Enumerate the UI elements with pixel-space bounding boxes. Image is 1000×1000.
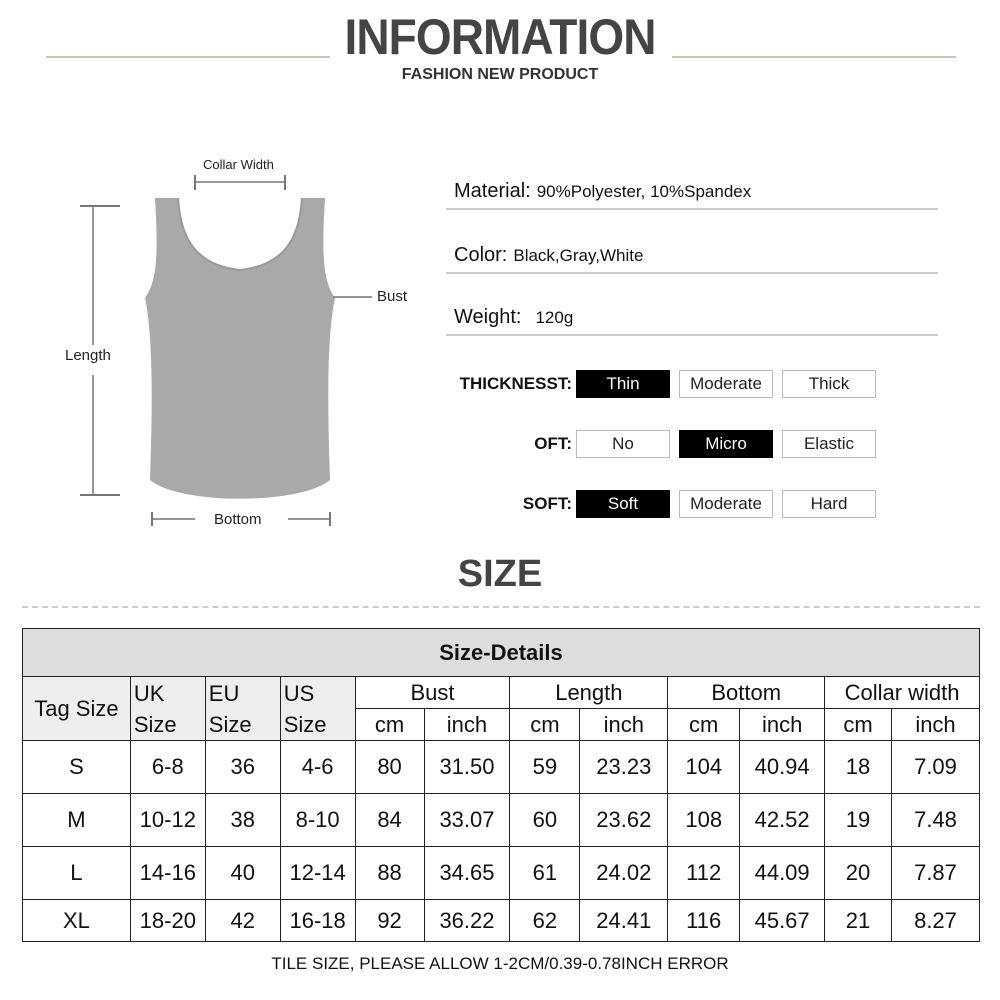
header-collar-width: Collar width bbox=[825, 677, 980, 709]
weight-label: Weight: bbox=[454, 306, 522, 328]
page-subtitle: FASHION NEW PRODUCT bbox=[401, 66, 599, 83]
soft-label: SOFT: bbox=[522, 494, 572, 513]
color-row bbox=[446, 244, 938, 274]
table-cell: 31.50 bbox=[424, 741, 510, 794]
header-tag-size: Tag Size bbox=[23, 677, 131, 741]
table-cell: 12-14 bbox=[280, 847, 355, 900]
table-cell: 88 bbox=[355, 847, 424, 900]
table-cell: 24.41 bbox=[580, 900, 668, 942]
table-cell: 61 bbox=[510, 847, 580, 900]
material-label: Material: bbox=[454, 180, 531, 202]
table-cell: 6-8 bbox=[130, 741, 205, 794]
header-length: Length bbox=[510, 677, 668, 709]
table-cell: XL bbox=[23, 900, 131, 942]
bottom-label: Bottom bbox=[214, 511, 262, 528]
option-thin: Thin bbox=[576, 370, 670, 398]
option-no: No bbox=[576, 430, 670, 458]
table-cell: 42.52 bbox=[740, 794, 825, 847]
table-cell: 4-6 bbox=[280, 741, 355, 794]
table-cell: 16-18 bbox=[280, 900, 355, 942]
material-row bbox=[446, 180, 938, 210]
table-cell: 59 bbox=[510, 741, 580, 794]
header-unit-inch: inch bbox=[892, 709, 980, 741]
table-row bbox=[23, 794, 980, 847]
size-title: SIZE bbox=[457, 553, 543, 595]
table-cell: 24.02 bbox=[580, 847, 668, 900]
table-cell: 40.94 bbox=[740, 741, 825, 794]
option-elastic: Elastic bbox=[782, 430, 876, 458]
header-unit-inch: inch bbox=[580, 709, 668, 741]
table-cell: 8.27 bbox=[892, 900, 980, 942]
header-uk-size: UK Size bbox=[130, 677, 205, 741]
table-cell: 36.22 bbox=[424, 900, 510, 942]
table-cell: 19 bbox=[825, 794, 892, 847]
table-cell: 40 bbox=[205, 847, 280, 900]
table-title: Size-Details bbox=[23, 629, 980, 677]
header-us-size: US Size bbox=[280, 677, 355, 741]
table-cell: 36 bbox=[205, 741, 280, 794]
table-cell: 38 bbox=[205, 794, 280, 847]
table-cell: 45.67 bbox=[740, 900, 825, 942]
header-unit-cm: cm bbox=[825, 709, 892, 741]
table-cell: 80 bbox=[355, 741, 424, 794]
table-cell: M bbox=[23, 794, 131, 847]
dashed-divider bbox=[22, 606, 980, 608]
table-cell: 18-20 bbox=[130, 900, 205, 942]
option-thick: Thick bbox=[782, 370, 876, 398]
table-cell: 84 bbox=[355, 794, 424, 847]
header-unit-cm: cm bbox=[510, 709, 580, 741]
table-cell: 62 bbox=[510, 900, 580, 942]
table-cell: 92 bbox=[355, 900, 424, 942]
table-cell: 7.09 bbox=[892, 741, 980, 794]
oft-label: OFT: bbox=[534, 434, 572, 453]
table-row bbox=[23, 900, 980, 942]
option-moderate-soft: Moderate bbox=[679, 490, 773, 518]
footer-note: TILE SIZE, PLEASE ALLOW 1-2CM/0.39-0.78INCH ERROR bbox=[271, 954, 729, 973]
table-cell: 108 bbox=[668, 794, 740, 847]
table-cell: 23.23 bbox=[580, 741, 668, 794]
header-bust: Bust bbox=[355, 677, 510, 709]
weight-row bbox=[446, 306, 938, 336]
table-cell: 23.62 bbox=[580, 794, 668, 847]
header-unit-inch: inch bbox=[740, 709, 825, 741]
table-cell: 112 bbox=[668, 847, 740, 900]
table-cell: 44.09 bbox=[740, 847, 825, 900]
tank-top-diagram bbox=[60, 170, 420, 530]
header-eu-size: EU Size bbox=[205, 677, 280, 741]
table-row bbox=[23, 847, 980, 900]
table-cell: 14-16 bbox=[130, 847, 205, 900]
table-cell: S bbox=[23, 741, 131, 794]
table-cell: 7.48 bbox=[892, 794, 980, 847]
size-table bbox=[22, 628, 980, 942]
table-cell: 10-12 bbox=[130, 794, 205, 847]
table-cell: 60 bbox=[510, 794, 580, 847]
table-cell: 18 bbox=[825, 741, 892, 794]
table-cell: 42 bbox=[205, 900, 280, 942]
color-value: Black,Gray,White bbox=[513, 246, 644, 265]
option-soft: Soft bbox=[576, 490, 670, 518]
bust-label: Bust bbox=[377, 288, 408, 305]
material-value: 90%Polyester, 10%Spandex bbox=[536, 182, 752, 201]
table-cell: 34.65 bbox=[424, 847, 510, 900]
header-unit-inch: inch bbox=[424, 709, 510, 741]
page-title: INFORMATION bbox=[344, 9, 656, 65]
table-cell: 7.87 bbox=[892, 847, 980, 900]
header-unit-cm: cm bbox=[668, 709, 740, 741]
weight-value: 120g bbox=[535, 308, 574, 327]
header-unit-cm: cm bbox=[355, 709, 424, 741]
header-bottom: Bottom bbox=[668, 677, 825, 709]
table-cell: 116 bbox=[668, 900, 740, 942]
table-cell: 20 bbox=[825, 847, 892, 900]
table-cell: 104 bbox=[668, 741, 740, 794]
table-cell: L bbox=[23, 847, 131, 900]
table-cell: 8-10 bbox=[280, 794, 355, 847]
option-hard: Hard bbox=[782, 490, 876, 518]
option-micro: Micro bbox=[679, 430, 773, 458]
table-cell: 21 bbox=[825, 900, 892, 942]
table-row bbox=[23, 741, 980, 794]
option-moderate: Moderate bbox=[679, 370, 773, 398]
length-label: Length bbox=[65, 347, 111, 364]
table-cell: 33.07 bbox=[424, 794, 510, 847]
color-label: Color: bbox=[454, 244, 508, 266]
thickness-label: THICKNESST: bbox=[459, 374, 572, 393]
collar-width-label: Collar Width bbox=[203, 157, 274, 172]
